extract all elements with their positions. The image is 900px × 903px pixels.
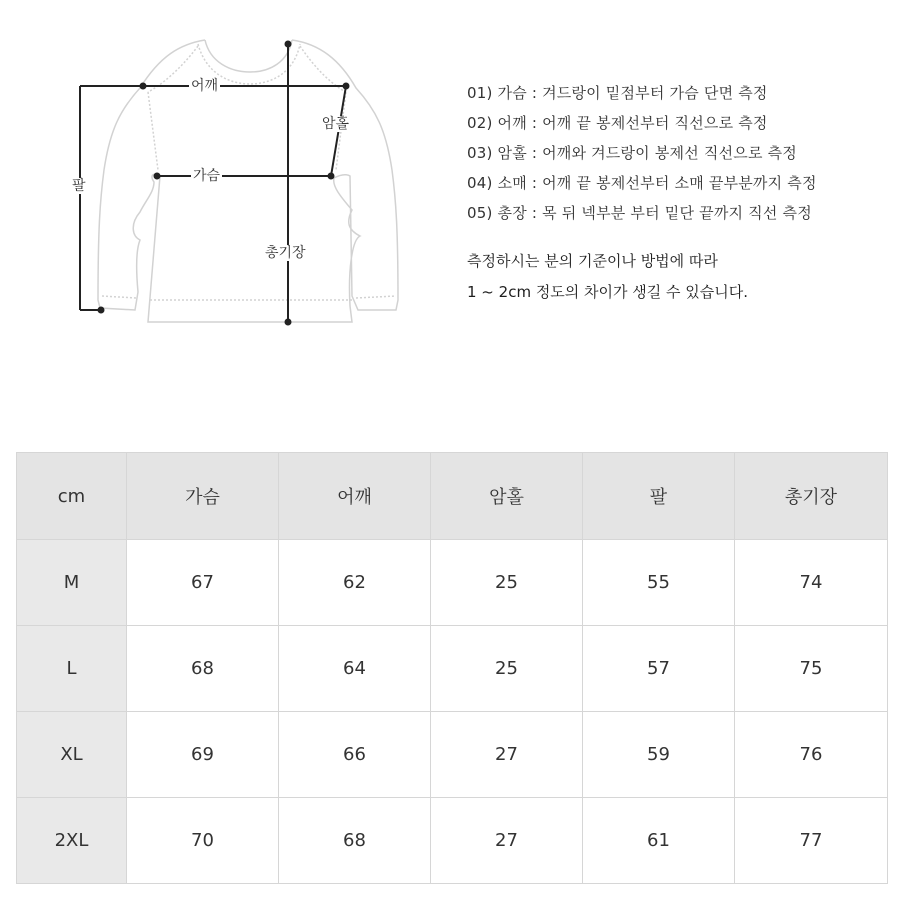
sweatshirt-measurement-diagram [0, 0, 440, 360]
table-cell: 66 [279, 712, 431, 798]
table-cell: 57 [583, 626, 735, 712]
disclaimer-line-1: 측정하시는 분의 기준이나 방법에 따라 [467, 252, 718, 270]
note-armhole: 03) 암홀 : 어깨와 겨드랑이 봉제선 직선으로 측정 [467, 144, 797, 162]
table-cell: 64 [279, 626, 431, 712]
table-cell: 69 [127, 712, 279, 798]
table-row [17, 712, 888, 798]
table-cell: 77 [735, 798, 888, 884]
size-label: XL [17, 712, 127, 798]
disclaimer-line-2: 1 ~ 2cm 정도의 차이가 생길 수 있습니다. [467, 283, 749, 301]
table-cell: 76 [735, 712, 888, 798]
size-label: M [17, 540, 127, 626]
shoulder-label: 어깨 [191, 78, 219, 94]
table-cell: 25 [431, 626, 583, 712]
table-header-row [17, 453, 888, 540]
column-header-chest: 가슴 [127, 453, 279, 540]
table-cell: 75 [735, 626, 888, 712]
table-cell: 67 [127, 540, 279, 626]
table-cell: 27 [431, 712, 583, 798]
table-cell: 74 [735, 540, 888, 626]
column-header-length: 총기장 [735, 453, 888, 540]
size-label: 2XL [17, 798, 127, 884]
sleeve-label: 팔 [72, 178, 86, 194]
table-cell: 25 [431, 540, 583, 626]
table-row [17, 798, 888, 884]
column-header-shoulder: 어깨 [279, 453, 431, 540]
note-chest: 01) 가슴 : 겨드랑이 밑점부터 가슴 단면 측정 [467, 84, 768, 102]
size-chart-table [16, 452, 888, 884]
table-row [17, 540, 888, 626]
note-shoulder: 02) 어깨 : 어깨 끝 봉제선부터 직선으로 측정 [467, 114, 768, 132]
note-length: 05) 총장 : 목 뒤 넥부분 부터 밑단 끝까지 직선 측정 [467, 204, 812, 222]
chest-label: 가슴 [193, 168, 221, 184]
table-cell: 55 [583, 540, 735, 626]
table-cell: 27 [431, 798, 583, 884]
table-cell: 68 [279, 798, 431, 884]
table-cell: 62 [279, 540, 431, 626]
table-row [17, 626, 888, 712]
armhole-label: 암홀 [322, 116, 350, 132]
column-header-sleeve: 팔 [583, 453, 735, 540]
measurement-notes [467, 78, 887, 228]
measurement-disclaimer [467, 246, 887, 308]
table-cell: 59 [583, 712, 735, 798]
unit-header: cm [17, 453, 127, 540]
note-sleeve: 04) 소매 : 어깨 끝 봉제선부터 소매 끝부분까지 측정 [467, 174, 817, 192]
table-cell: 70 [127, 798, 279, 884]
size-label: L [17, 626, 127, 712]
length-label: 총기장 [265, 245, 306, 261]
table-cell: 68 [127, 626, 279, 712]
column-header-armhole: 암홀 [431, 453, 583, 540]
table-cell: 61 [583, 798, 735, 884]
